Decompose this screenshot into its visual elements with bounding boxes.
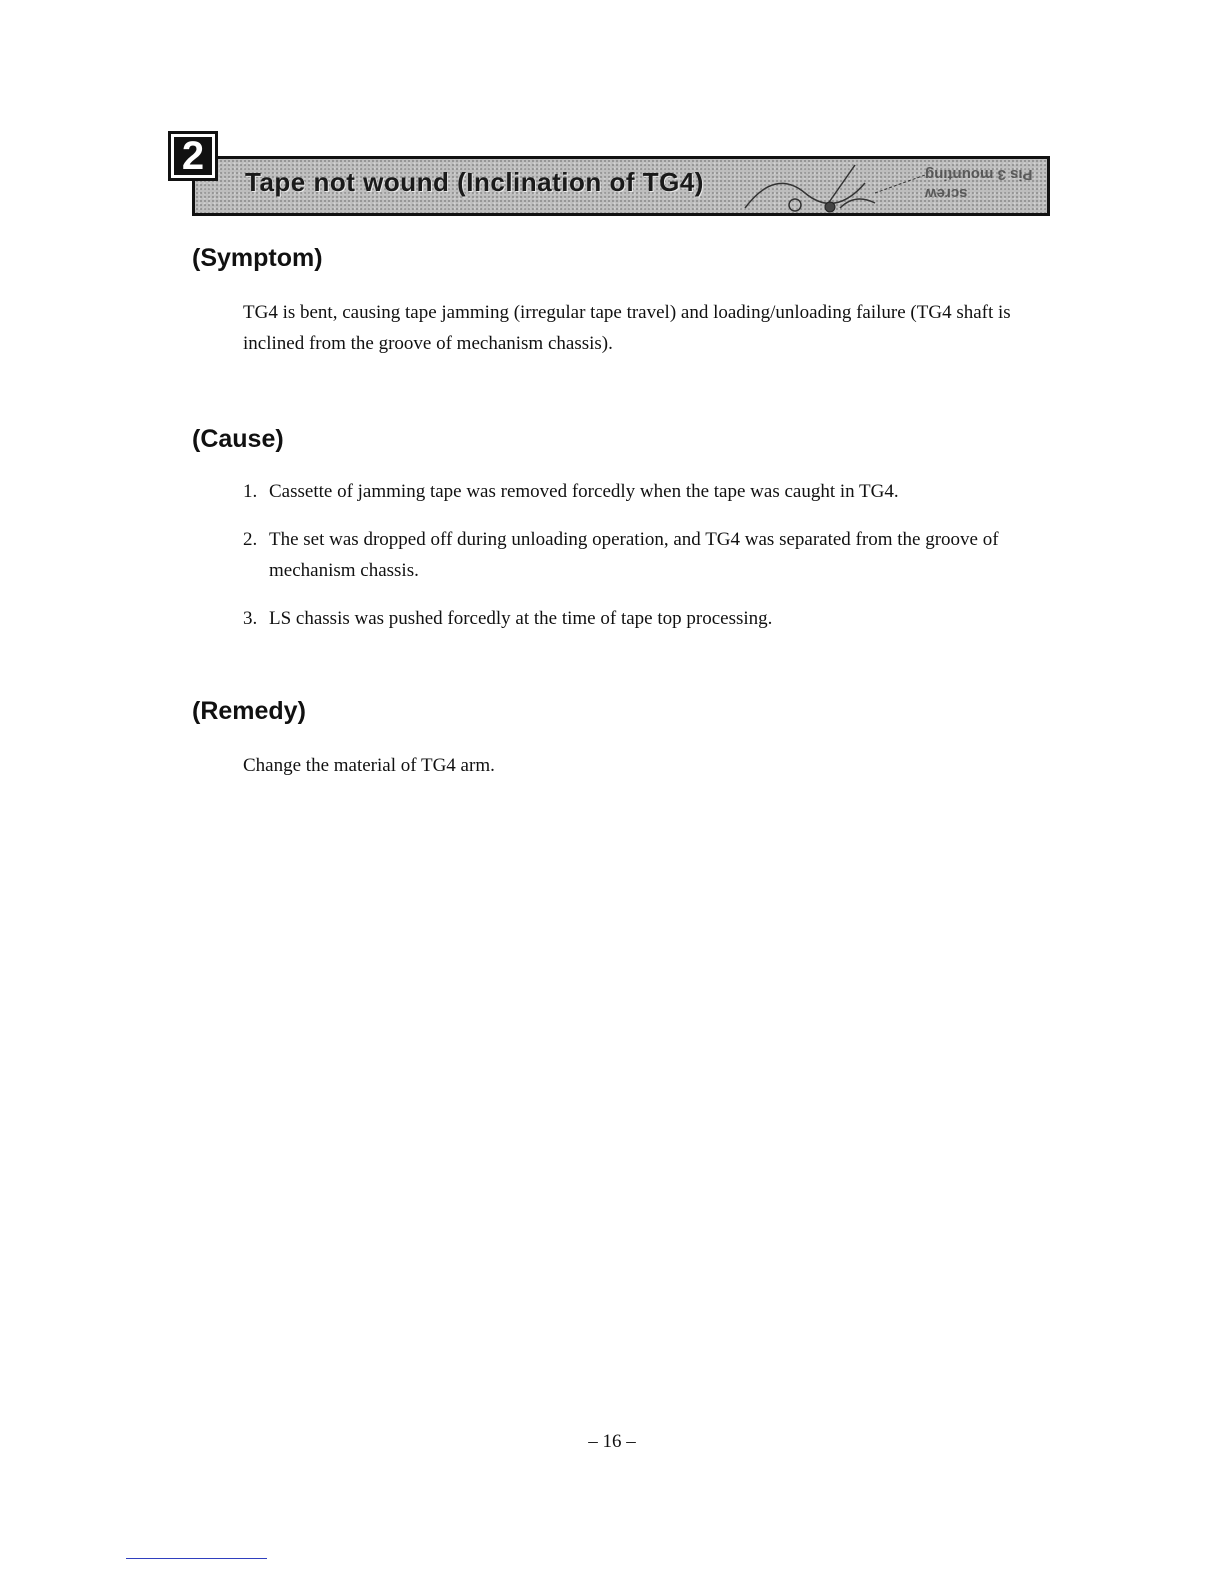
section-number: 2 [174, 137, 212, 175]
mechanism-sketch-icon [735, 163, 935, 213]
list-item-number: 1. [243, 481, 258, 502]
list-item-number: 3. [243, 608, 258, 629]
symptom-text: TG4 is bent, causing tape jamming (irregular tape travel) and loading/unloading failure (TG4 shaft is inclined from the groove of mechanism chassis). [243, 302, 1011, 354]
list-item [243, 603, 1053, 634]
footer-rule [126, 1558, 267, 1559]
page-number: – 16 – [588, 1431, 636, 1452]
remedy-text: Change the material of TG4 arm. [243, 755, 495, 776]
list-item-number: 2. [243, 529, 258, 550]
remedy-heading: (Remedy) [192, 697, 306, 725]
section-banner [168, 131, 1048, 215]
list-item-text: LS chassis was pushed forcedly at the time of tape top processing. [269, 608, 773, 629]
list-item [243, 524, 1053, 586]
section-title: Tape not wound (Inclination of TG4) [245, 167, 704, 197]
section-number-badge [168, 131, 218, 181]
symptom-heading: (Symptom) [192, 244, 323, 272]
list-item-text: Cassette of jamming tape was removed forcedly when the tape was caught in TG4. [269, 481, 899, 502]
list-item-text: The set was dropped off during unloading operation, and TG4 was separated from the groove of mechanism chassis. [269, 529, 999, 581]
mirrored-label: screw Pis 3 mounting [925, 166, 1033, 202]
list-item [243, 476, 1053, 507]
banner-bar [192, 156, 1050, 216]
cause-heading: (Cause) [192, 425, 284, 453]
cause-list [243, 476, 1053, 651]
